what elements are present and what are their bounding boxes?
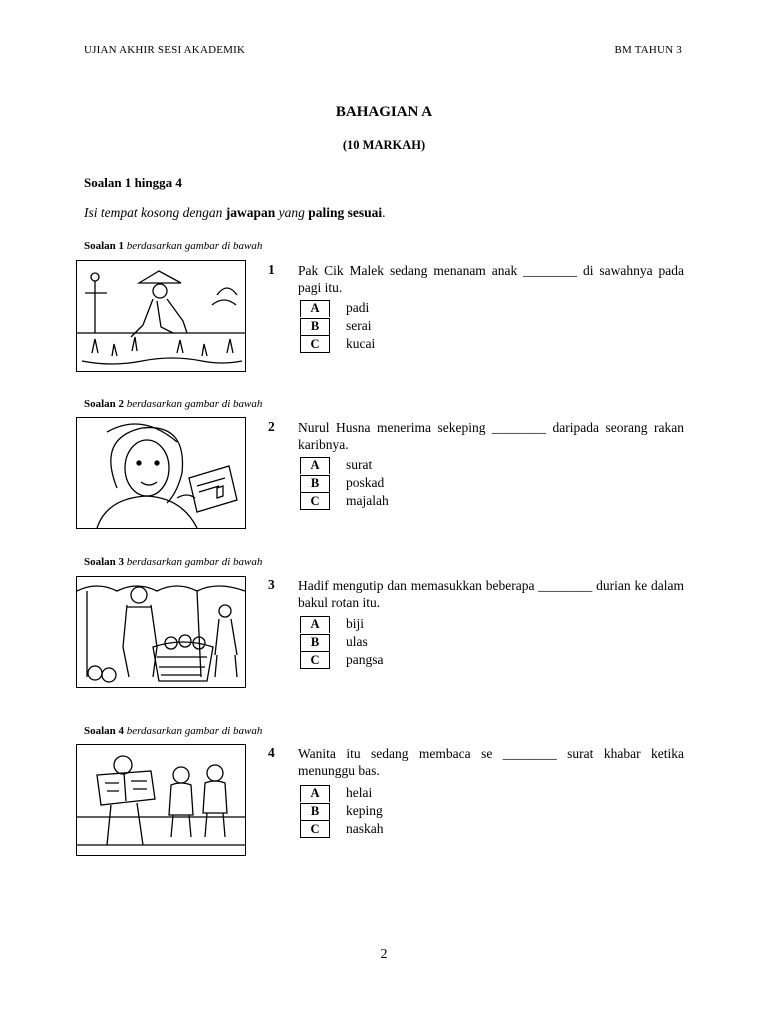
section-marks: (10 MARKAH): [342, 138, 426, 152]
option-text: keping: [346, 803, 383, 818]
instruction: [84, 205, 386, 221]
option-letter: C: [300, 335, 330, 353]
option[interactable]: [300, 492, 389, 510]
question-text: Hadif mengutip dan memasukkan beberapa ________ durian ke dalam bakul rotan itu.: [298, 578, 684, 610]
option-letter: A: [300, 616, 330, 633]
option[interactable]: [300, 820, 384, 838]
question-number: 4: [268, 745, 275, 760]
question-label-text: berdasarkan gambar di bawah: [124, 725, 263, 737]
option-letter: A: [300, 457, 330, 474]
options-list: [300, 615, 384, 669]
option-text: biji: [346, 616, 365, 631]
question-text: Wanita itu sedang membaca se ________ surat khabar ketika menunggu bas.: [298, 746, 684, 778]
question-label-text: berdasarkan gambar di bawah: [124, 398, 263, 410]
option-text: pangsa: [346, 652, 384, 667]
question-label-number: Soalan 4: [84, 725, 125, 737]
instruction-bold-suitable: paling sesuai: [308, 205, 383, 220]
option-letter: C: [300, 651, 330, 669]
option[interactable]: [300, 651, 384, 669]
option-text: majalah: [346, 493, 389, 508]
question-label: [84, 725, 262, 737]
question-number: 3: [268, 577, 275, 592]
option[interactable]: [300, 299, 375, 317]
section-title: BAHAGIAN A: [335, 104, 433, 120]
instruction-part: Isi tempat kosong dengan: [84, 205, 226, 220]
option[interactable]: [300, 335, 375, 353]
header-right: BM TAHUN 3: [614, 44, 682, 56]
question-label-number: Soalan 3: [84, 556, 125, 568]
question-number: 2: [268, 419, 275, 434]
page-number: 2: [380, 947, 388, 962]
option-letter: C: [300, 492, 330, 510]
option-letter: A: [300, 300, 330, 317]
options-list: [300, 299, 375, 353]
illustration-waiting-bus: [76, 744, 246, 856]
question-label-number: Soalan 1: [84, 240, 125, 252]
question-label: [84, 556, 262, 568]
option[interactable]: [300, 317, 375, 335]
option-text: naskah: [346, 821, 384, 836]
question-label-text: berdasarkan gambar di bawah: [124, 240, 263, 252]
option-letter: B: [300, 475, 330, 492]
option-letter: A: [300, 785, 330, 802]
option-letter: B: [300, 803, 330, 820]
option[interactable]: [300, 474, 389, 492]
option-text: serai: [346, 318, 372, 333]
question-label: [84, 240, 262, 252]
question-label-number: Soalan 2: [84, 398, 125, 410]
question-label-text: berdasarkan gambar di bawah: [124, 556, 263, 568]
options-list: [300, 784, 384, 838]
illustration-girl-postcard: [76, 417, 246, 529]
option[interactable]: [300, 784, 384, 802]
option[interactable]: [300, 456, 389, 474]
option-letter: C: [300, 820, 330, 838]
option-text: poskad: [346, 475, 385, 490]
instruction-bold-answer: jawapan: [225, 205, 276, 220]
option-text: helai: [346, 785, 373, 800]
header-left: UJIAN AKHIR SESI AKADEMIK: [84, 44, 246, 56]
illustration-durian-basket: [76, 576, 246, 688]
question-label: [84, 398, 262, 410]
option-letter: B: [300, 318, 330, 335]
question-range: Soalan 1 hingga 4: [84, 175, 182, 190]
question-text: Nurul Husna menerima sekeping ________ daripada seorang rakan karibnya.: [298, 420, 684, 452]
instruction-part: yang: [275, 205, 309, 220]
option-text: ulas: [346, 634, 368, 649]
option-text: kucai: [346, 336, 376, 351]
option[interactable]: [300, 633, 384, 651]
instruction-part: .: [382, 205, 386, 220]
illustration-paddy-planting: [76, 260, 246, 372]
question-text: Pak Cik Malek sedang menanam anak ________ di sawahnya pada pagi itu.: [298, 263, 684, 295]
options-list: [300, 456, 389, 510]
question-number: 1: [268, 262, 275, 277]
option-text: padi: [346, 300, 370, 315]
option[interactable]: [300, 615, 384, 633]
option[interactable]: [300, 802, 384, 820]
option-text: surat: [346, 457, 373, 472]
option-letter: B: [300, 634, 330, 651]
